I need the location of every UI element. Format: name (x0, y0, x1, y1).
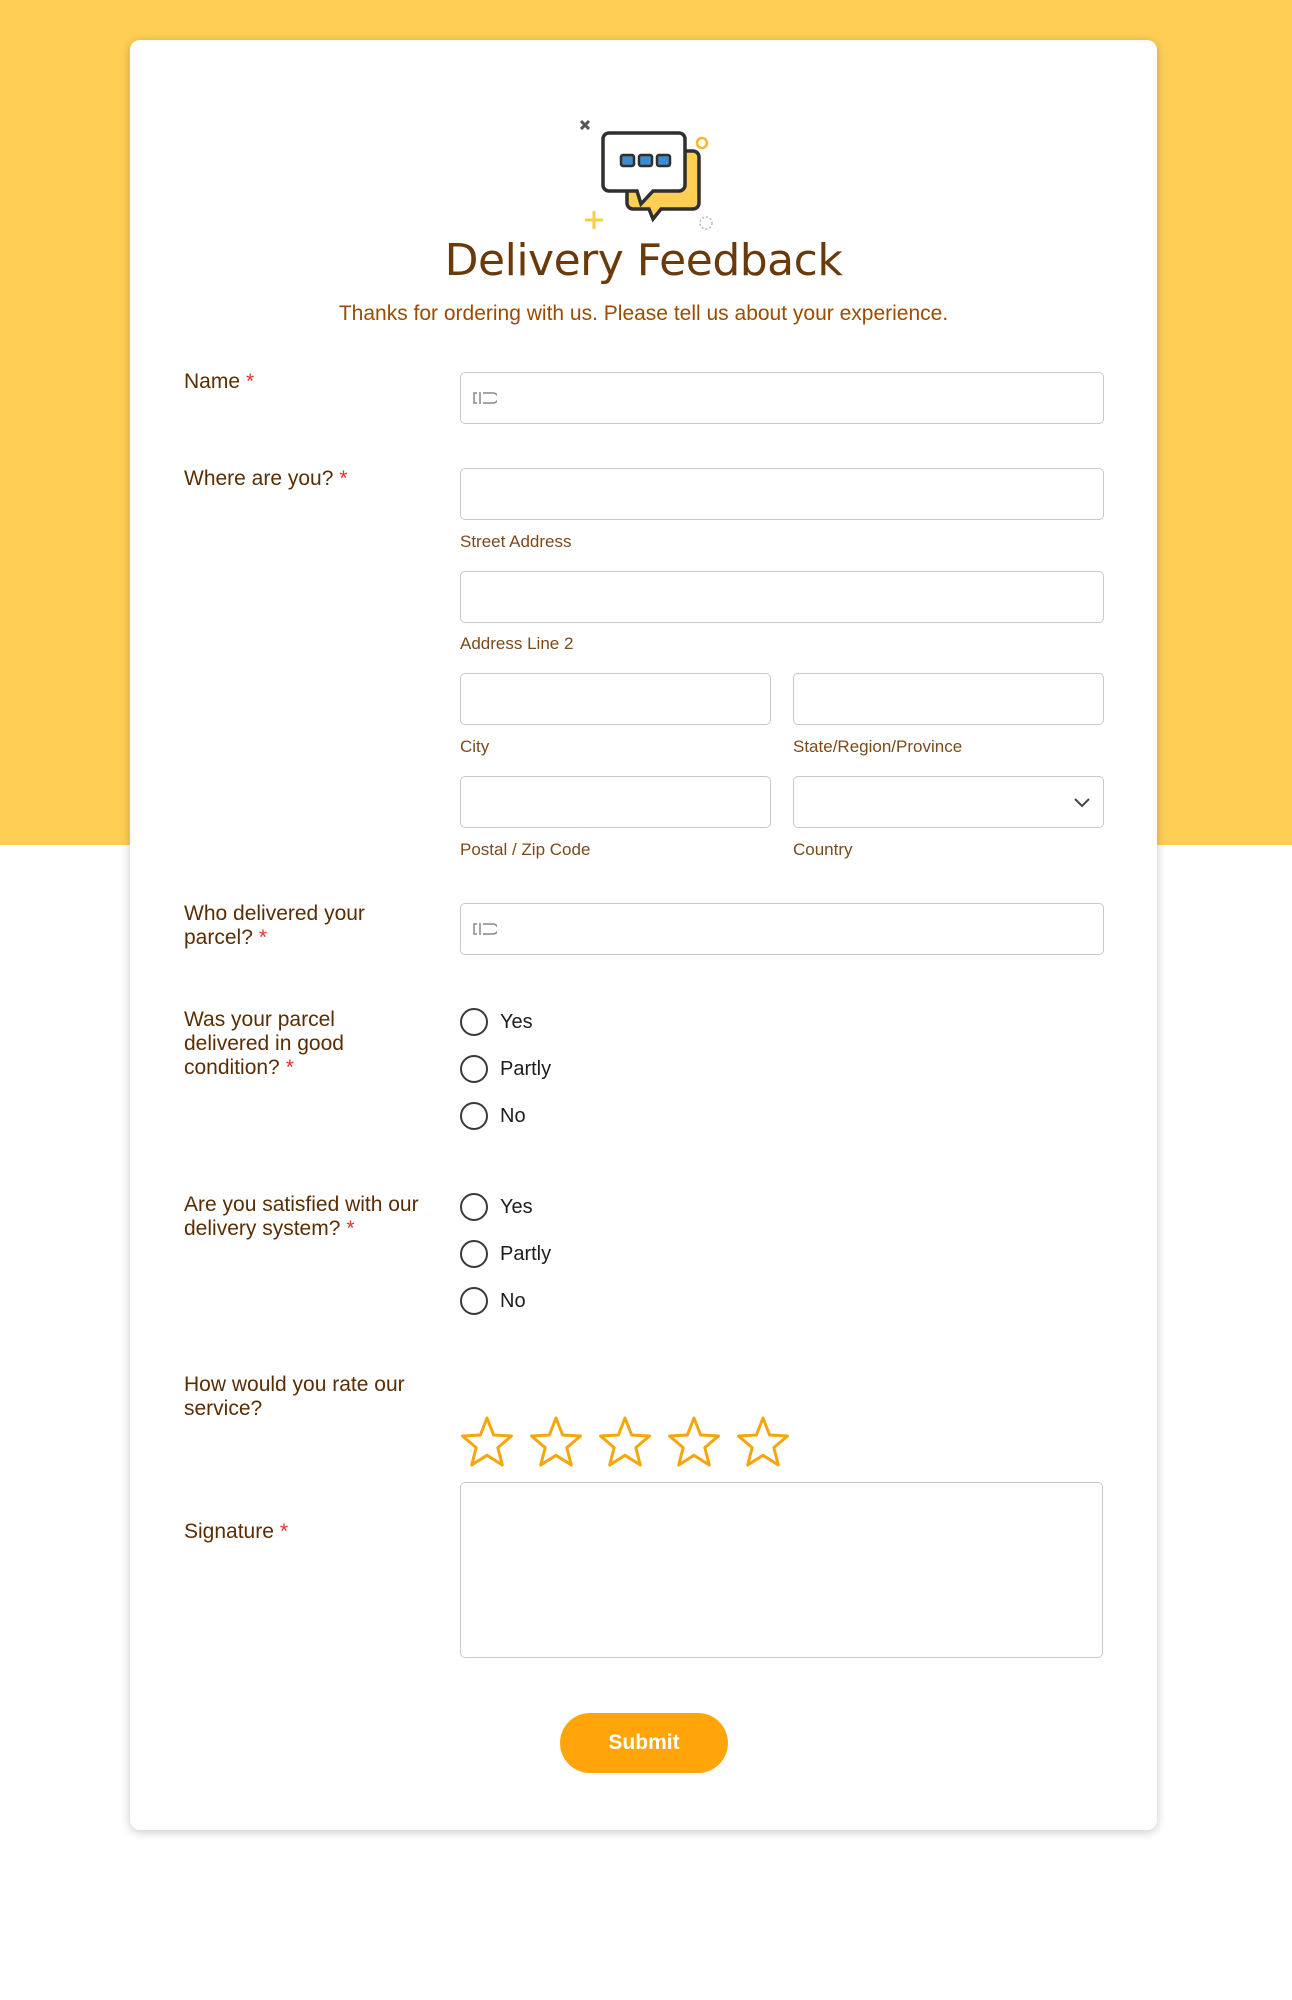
city-sublabel: City (460, 737, 490, 756)
radio-button[interactable] (460, 1240, 488, 1268)
address-label: Where are you? * (184, 467, 348, 490)
signature-pad[interactable] (460, 1482, 1103, 1658)
name-label: Name * (184, 370, 255, 393)
autofill-key-icon (471, 921, 497, 937)
radio-button[interactable] (460, 1055, 488, 1083)
rating-label: How would you rate our service? (184, 1373, 405, 1420)
required-marker: * (285, 1056, 294, 1079)
street-address-input[interactable] (460, 468, 1104, 520)
deliverer-input[interactable] (460, 903, 1104, 955)
form-card: Delivery Feedback Thanks for ordering with us. Please tell us about your experience. Name * Where are you? * Street Address Address Line 2 City State/Region/Province Postal / Zip Code Country Who delivered your parcel? * Was your parcel delivered in good condition? * Yes Partly No Are you satisfied with our delivery system? * Yes Partly No How would you rate our service? Signature * Submit (130, 40, 1157, 1830)
form-subtitle: Thanks for ordering with us. Please tell us about your experience. (338, 302, 949, 325)
star-rating-2-icon[interactable] (528, 1415, 584, 1469)
state-input[interactable] (793, 673, 1104, 725)
radio-button[interactable] (460, 1008, 488, 1036)
country-select[interactable] (793, 776, 1104, 828)
chat-bubbles-icon (561, 85, 721, 230)
name-input[interactable] (460, 372, 1104, 424)
address-line2-input[interactable] (460, 571, 1104, 623)
zip-sublabel: Postal / Zip Code (460, 840, 591, 859)
required-marker: * (246, 370, 255, 393)
state-sublabel: State/Region/Province (793, 737, 963, 756)
star-rating-3-icon[interactable] (597, 1415, 653, 1469)
radio-button[interactable] (460, 1193, 488, 1221)
zip-input[interactable] (460, 776, 771, 828)
deliverer-label: Who delivered your parcel? * (184, 902, 365, 949)
condition-label: Was your parcel delivered in good condition? * (184, 1008, 344, 1079)
signature-label: Signature * (184, 1520, 289, 1543)
street-address-sublabel: Street Address (460, 532, 572, 551)
radio-button[interactable] (460, 1287, 488, 1315)
autofill-key-icon (471, 390, 497, 406)
star-rating-5-icon[interactable] (735, 1415, 791, 1469)
city-input[interactable] (460, 673, 771, 725)
form-title: Delivery Feedback (444, 235, 843, 286)
required-marker: * (258, 926, 268, 949)
country-sublabel: Country (793, 840, 853, 859)
required-marker: * (346, 1217, 355, 1240)
star-rating-4-icon[interactable] (666, 1415, 722, 1469)
required-marker: * (279, 1520, 289, 1543)
address-line2-sublabel: Address Line 2 (460, 634, 574, 653)
star-rating-1-icon[interactable] (459, 1415, 515, 1469)
satisfied-label: Are you satisfied with our delivery system? * (184, 1193, 419, 1240)
submit-button[interactable]: Submit (560, 1713, 728, 1773)
required-marker: * (339, 467, 348, 490)
chevron-down-icon (1073, 795, 1091, 809)
radio-button[interactable] (460, 1102, 488, 1130)
